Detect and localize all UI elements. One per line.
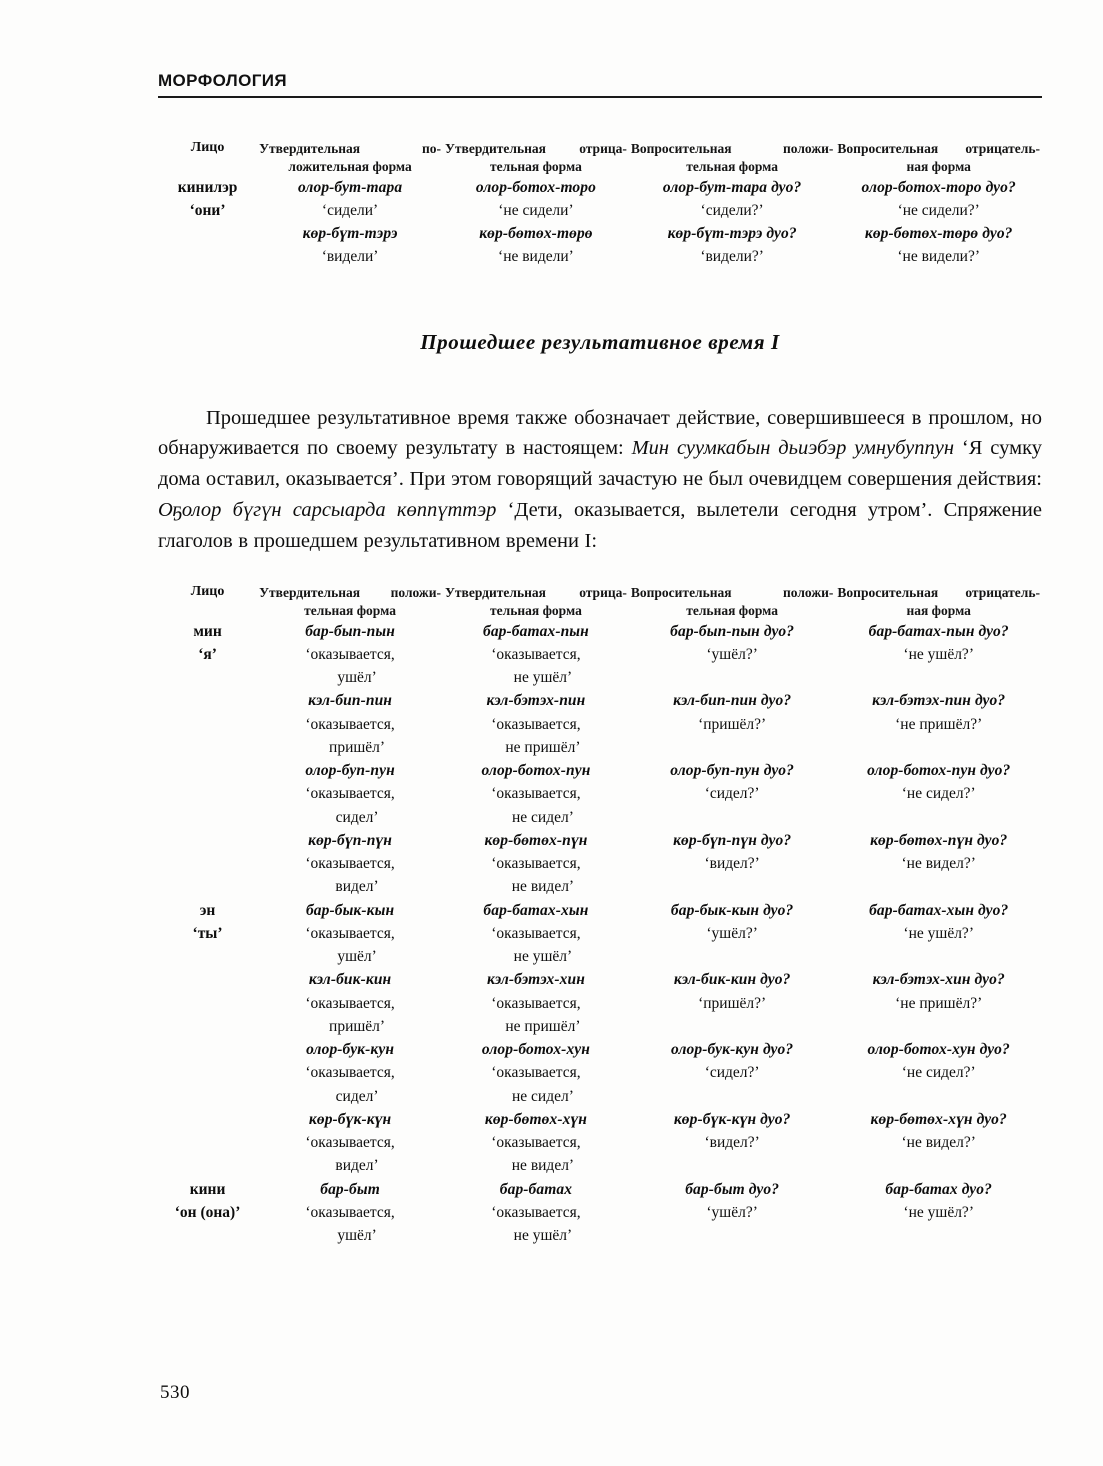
form-interrogative-positive [629,899,836,969]
form-gloss-line-1: ‘оказывается, [491,855,581,873]
form-native: олор-ботох-хун дуо? [867,1041,1010,1059]
conjugation-table-continuation [158,140,1042,269]
header-affirmative-positive-top [257,140,443,176]
form-gloss: ‘ушёл?’ [706,645,758,663]
form-gloss-line-2: не сидел’ [511,1087,574,1105]
form-native: көр-бөтөх-пүн дуо? [870,831,1008,849]
form-affirmative-positive [257,1108,443,1178]
table-row [158,620,1042,690]
table-row [158,1108,1042,1178]
form-native: көр-бүт-тэрэ дуо? [667,225,797,243]
header-interrogative-positive-top [629,140,836,176]
form-native: кэл-бэтэх-хин дуо? [872,971,1005,989]
person-native: эн [199,901,216,919]
form-native: көр-бүп-пүн дуо? [673,831,792,849]
person-gloss: ‘я’ [198,645,217,663]
table-row [158,222,1042,269]
form-gloss: ‘ушёл?’ [706,924,758,942]
form-gloss-line-1: ‘оказывается, [491,1203,581,1221]
form-affirmative-negative [443,176,629,223]
form-affirmative-negative [443,1178,629,1248]
header-person-top: Лицо [190,140,225,155]
form-gloss: ‘сидел?’ [704,1064,760,1082]
form-interrogative-negative [835,1038,1042,1108]
form-native: бар-быт дуо? [685,1180,780,1198]
header-line-1: Утвердительная отрица- [445,141,627,156]
form-gloss-line-2: не ушёл’ [513,1227,573,1245]
form-gloss-line-1: ‘оказывается, [305,855,395,873]
form-native: олор-буп-пун дуо? [670,762,794,780]
form-native: олор-бут-тара [297,178,403,196]
form-native: бар-батах-пын [482,622,589,640]
form-affirmative-positive [257,968,443,1038]
form-gloss: ‘сидели?’ [700,201,764,219]
person-cell [158,620,257,899]
form-gloss-line-1: ‘оказывается, [305,1064,395,1082]
form-native: кэл-бэтэх-хин [486,971,585,989]
form-gloss-line-2: видел’ [335,1157,379,1175]
form-gloss-line-1: ‘оказывается, [491,1134,581,1152]
header-line-2: ложительная форма [288,158,412,174]
form-native: олор-ботох-пун дуо? [867,762,1011,780]
person-cell-kinilar [158,176,257,269]
form-interrogative-positive [629,176,836,223]
form-gloss-line-2: ушёл’ [337,948,377,966]
form-interrogative-positive [629,1178,836,1248]
form-native: бар-батах-хын дуо? [869,901,1009,919]
form-affirmative-positive [257,1038,443,1108]
table-row [158,899,1042,969]
table-row [158,829,1042,899]
form-interrogative-negative [835,1178,1042,1248]
form-native: кэл-бэтэх-пин [486,692,586,710]
form-native: көр-бөтөх-пүн [484,831,588,849]
form-interrogative-negative [835,176,1042,223]
form-interrogative-negative [835,1108,1042,1178]
form-gloss-line-2: сидел’ [335,808,379,826]
form-affirmative-positive [257,620,443,690]
form-affirmative-negative [443,1038,629,1108]
form-affirmative-negative [443,222,629,269]
form-native: кэл-бэтэх-пин дуо? [872,692,1006,710]
form-gloss: ‘сидели’ [321,201,379,219]
header-line-1: Утвердительная по- [259,141,441,156]
form-gloss-line-1: ‘оказывается, [491,715,581,733]
form-gloss: ‘видел?’ [704,855,760,873]
table-row [158,176,1042,223]
form-affirmative-negative [443,689,629,759]
header-line-2: ная форма [906,158,971,174]
form-affirmative-positive [257,222,443,269]
header-line-1: Утвердительная отрица- [445,585,627,600]
form-affirmative-negative [443,620,629,690]
form-interrogative-positive [629,222,836,269]
form-native: кэл-бип-пин дуо? [673,692,792,710]
form-affirmative-positive [257,689,443,759]
form-interrogative-negative [835,620,1042,690]
form-affirmative-negative [443,899,629,969]
form-gloss-line-1: ‘оказывается, [491,924,581,942]
form-affirmative-negative [443,1108,629,1178]
form-gloss-line-2: пришёл’ [329,1017,386,1035]
person-gloss: ‘ты’ [192,924,223,942]
form-gloss-line-1: ‘оказывается, [491,1064,581,1082]
header-line-2: тельная форма [490,158,582,174]
form-native: кэл-бик-кин [308,971,392,989]
form-gloss: ‘не ушёл?’ [903,924,974,942]
form-gloss-line-1: ‘оказывается, [491,645,581,663]
par-example-2: Оҕолор бүгүн сарсыарда көппүттэр [158,498,497,521]
header-person: Лицо [190,584,225,599]
person-native: кини [189,1180,226,1198]
form-gloss: ‘не пришёл?’ [895,715,983,733]
form-affirmative-positive [257,176,443,223]
form-native: бар-бып-пын [305,622,395,640]
form-native: олор-бук-кун дуо? [671,1041,794,1059]
par-seg-3: ‘Дети, оказывается, вылетели сегодня утром’. Спряжение глаголов в прошедшем результативном времени I: [158,498,1042,552]
person-native: кинилэр [177,178,238,196]
header-interrogative-positive [629,584,836,620]
page-number: 530 [160,1382,190,1403]
form-affirmative-negative [443,829,629,899]
table-row [158,1178,1042,1248]
header-line-2: ная форма [906,602,971,618]
form-gloss-line-2: сидел’ [335,1087,379,1105]
header-line-1: Вопросительная положи- [630,585,834,600]
form-native: бар-бып-пын дуо? [670,622,795,640]
form-interrogative-negative [835,759,1042,829]
form-native: көр-бүп-пүн [308,831,392,849]
form-gloss: ‘ушёл?’ [706,1203,758,1221]
form-gloss-line-2: ушёл’ [337,669,377,687]
form-gloss: ‘видели?’ [700,248,764,266]
header-interrogative-negative [835,584,1042,620]
form-gloss-line-2: не сидел’ [511,808,574,826]
form-interrogative-negative [835,829,1042,899]
form-interrogative-positive [629,689,836,759]
form-native: көр-бүт-тэрэ [302,225,398,243]
header-affirmative-positive [257,584,443,620]
form-gloss-line-1: ‘оказывается, [305,1203,395,1221]
table-row [158,1038,1042,1108]
form-affirmative-negative [443,759,629,829]
form-gloss: ‘не сидел?’ [901,785,976,803]
form-gloss: ‘не сидел?’ [901,1064,976,1082]
form-gloss: ‘не видели’ [498,248,574,266]
form-gloss-line-2: не пришёл’ [505,1017,581,1035]
form-gloss: ‘не видел?’ [901,855,976,873]
form-interrogative-positive [629,620,836,690]
form-native: бар-батах-пын дуо? [868,622,1009,640]
form-affirmative-positive [257,1178,443,1248]
form-native: олор-ботох-торо дуо? [861,178,1016,196]
form-gloss: ‘не пришёл?’ [895,994,983,1012]
form-native: кэл-бип-пин [308,692,393,710]
table-row [158,689,1042,759]
form-interrogative-negative [835,689,1042,759]
table-row [158,968,1042,1038]
form-gloss: ‘сидел?’ [704,785,760,803]
form-affirmative-positive [257,899,443,969]
form-gloss: ‘не видели?’ [897,248,981,266]
form-gloss-line-1: ‘оказывается, [305,715,395,733]
form-gloss: ‘пришёл?’ [698,715,767,733]
form-interrogative-positive [629,1108,836,1178]
person-gloss: ‘они’ [189,201,226,219]
form-gloss-line-2: не ушёл’ [513,948,573,966]
form-native: көр-бүк-күн дуо? [673,1110,791,1128]
par-example-1: Мин суумкабын дьиэбэр умнубуппун [631,437,955,460]
form-gloss: ‘не ушёл?’ [903,645,974,663]
form-gloss-line-1: ‘оказывается, [491,785,581,803]
running-head [158,72,1042,98]
form-native: көр-бүк-күн [308,1110,392,1128]
form-native: бар-быт [320,1180,380,1198]
form-gloss: ‘не ушёл?’ [903,1203,974,1221]
header-line-2: тельная форма [304,602,396,618]
form-gloss-line-1: ‘оказывается, [305,645,395,663]
form-gloss-line-1: ‘оказывается, [305,1134,395,1152]
form-interrogative-positive [629,829,836,899]
form-native: бар-бык-кын дуо? [670,901,794,919]
header-line-2: тельная форма [686,158,779,174]
form-interrogative-positive [629,759,836,829]
header-line-1: Вопросительная положи- [630,141,834,156]
header-affirmative-negative-top [443,140,629,176]
form-affirmative-positive [257,759,443,829]
running-head-title: МОРФОЛОГИЯ [158,71,288,90]
person-cell [158,899,257,1178]
form-interrogative-positive [629,1038,836,1108]
form-native: бар-батах [499,1180,573,1198]
form-interrogative-negative [835,968,1042,1038]
form-native: олор-ботох-торо [475,178,596,196]
form-native: олор-ботох-пун [481,762,591,780]
form-gloss-line-2: ушёл’ [337,1227,377,1245]
header-interrogative-negative-top [835,140,1042,176]
running-head-rule [158,96,1042,98]
form-gloss-line-1: ‘оказывается, [491,994,581,1012]
form-gloss: ‘не сидели’ [498,201,574,219]
form-native: бар-бык-кын [305,901,395,919]
header-line-1: Вопросительная отрицатель- [837,585,1040,600]
body-paragraph [158,403,1042,557]
form-native: көр-бөтөх-хүн дуо? [870,1110,1007,1128]
form-gloss-line-2: видел’ [335,878,379,896]
form-affirmative-negative [443,968,629,1038]
header-line-1: Вопросительная отрицатель- [837,141,1040,156]
par-seg-1: Прошедшее результативное время также обозначает действие, совершившееся в прошлом, но обнаруживается по своему результату в настоящем: [158,406,1042,460]
form-gloss: ‘не сидели?’ [897,201,980,219]
person-native: мин [193,622,222,640]
form-native: олор-бут-тара дуо? [662,178,802,196]
form-gloss: ‘не видел?’ [901,1134,976,1152]
person-gloss: ‘он (она)’ [174,1203,241,1221]
par-seg-2: ‘Я сумку дома оставил, оказывается’. При этом говорящий зачастую не был очевидцем совершения действия: [158,437,1042,490]
form-native: бар-батах дуо? [885,1180,992,1198]
form-gloss: ‘видел?’ [704,1134,760,1152]
form-gloss-line-2: пришёл’ [329,738,386,756]
header-affirmative-negative [443,584,629,620]
form-gloss-line-2: не пришёл’ [505,738,581,756]
form-interrogative-negative [835,222,1042,269]
person-cell [158,1178,257,1248]
form-interrogative-negative [835,899,1042,969]
header-line-1: Утвердительная положи- [259,585,441,600]
form-native: көр-бөтөх-төрө [479,225,593,243]
table-header-row-main [158,584,1042,620]
form-gloss-line-1: ‘оказывается, [305,785,395,803]
form-native: көр-бөтөх-төрө дуо? [864,225,1013,243]
header-line-2: тельная форма [686,602,779,618]
table-header-row-top [158,140,1042,176]
form-gloss-line-1: ‘оказывается, [305,994,395,1012]
form-affirmative-positive [257,829,443,899]
form-gloss-line-2: не видел’ [511,878,575,896]
form-gloss-line-2: не ушёл’ [513,669,573,687]
form-native: олор-бук-кун [306,1041,395,1059]
form-gloss-line-2: не видел’ [511,1157,575,1175]
header-line-2: тельная форма [490,602,582,618]
form-native: бар-батах-хын [483,901,589,919]
conjugation-table-past-resultative-1 [158,584,1042,1247]
form-native: кэл-бик-кин дуо? [673,971,791,989]
form-interrogative-positive [629,968,836,1038]
form-native: олор-ботох-хун [481,1041,590,1059]
section-heading: Прошедшее результативное время I [420,330,780,354]
form-native: көр-бөтөх-хүн [484,1110,587,1128]
form-gloss-line-1: ‘оказывается, [305,924,395,942]
form-native: олор-буп-пун [305,762,395,780]
form-gloss: ‘видели’ [321,248,379,266]
table-row [158,759,1042,829]
form-gloss: ‘пришёл?’ [698,994,767,1012]
